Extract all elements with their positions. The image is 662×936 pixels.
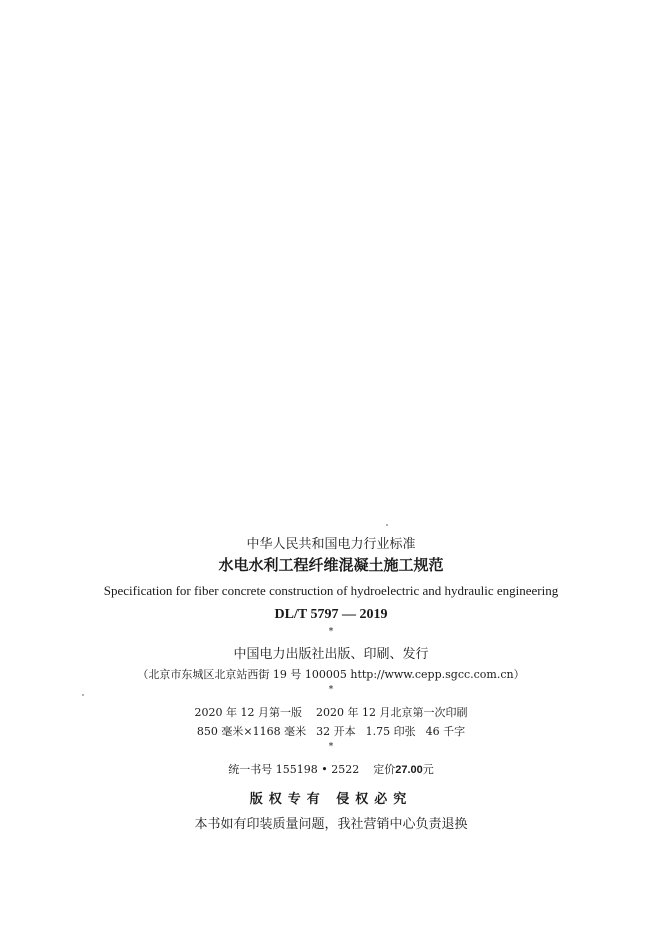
- paper-size: 850 毫米×1168 毫米: [196, 725, 307, 738]
- separator-star: *: [328, 742, 334, 752]
- scan-speck: [386, 524, 388, 526]
- printed-sheets: 1.75 印张: [365, 725, 416, 738]
- standard-code: DL/T 5797 — 2019: [274, 607, 388, 622]
- specification-line: [0, 726, 662, 737]
- copyright-notice: 版权专有 侵权必究: [249, 792, 413, 807]
- publisher-address: （北京市东城区北京站西街 19 号 100005 http://www.cepp.sgcc.com.cn）: [137, 668, 525, 681]
- price-value: 27.00: [395, 764, 423, 776]
- price-label: 定价: [373, 763, 396, 776]
- separator-star: *: [328, 685, 334, 695]
- book-number-line: [0, 764, 662, 776]
- standard-series: 中华人民共和国电力行业标准: [246, 537, 416, 552]
- word-count: 46 千字: [425, 725, 466, 738]
- printing-first: 2020 年 12 月北京第一次印刷: [316, 706, 468, 719]
- price-unit: 元: [422, 763, 434, 776]
- book-number: 统一书号 155198 • 2522: [228, 763, 360, 776]
- edition-line: [0, 707, 662, 718]
- separator-star: *: [328, 627, 334, 637]
- quality-notice: 本书如有印装质量问题，我社营销中心负责退换: [194, 817, 468, 832]
- publisher-line: 中国电力出版社出版、印刷、发行: [233, 647, 429, 662]
- standard-title-cn: 水电水利工程纤维混凝土施工规范: [218, 556, 444, 574]
- standard-title-en: Specification for fiber concrete construction of hydroelectric and hydraulic engineering: [103, 583, 559, 598]
- edition-first: 2020 年 12 月第一版: [194, 706, 302, 719]
- book-format: 32 开本: [316, 725, 356, 738]
